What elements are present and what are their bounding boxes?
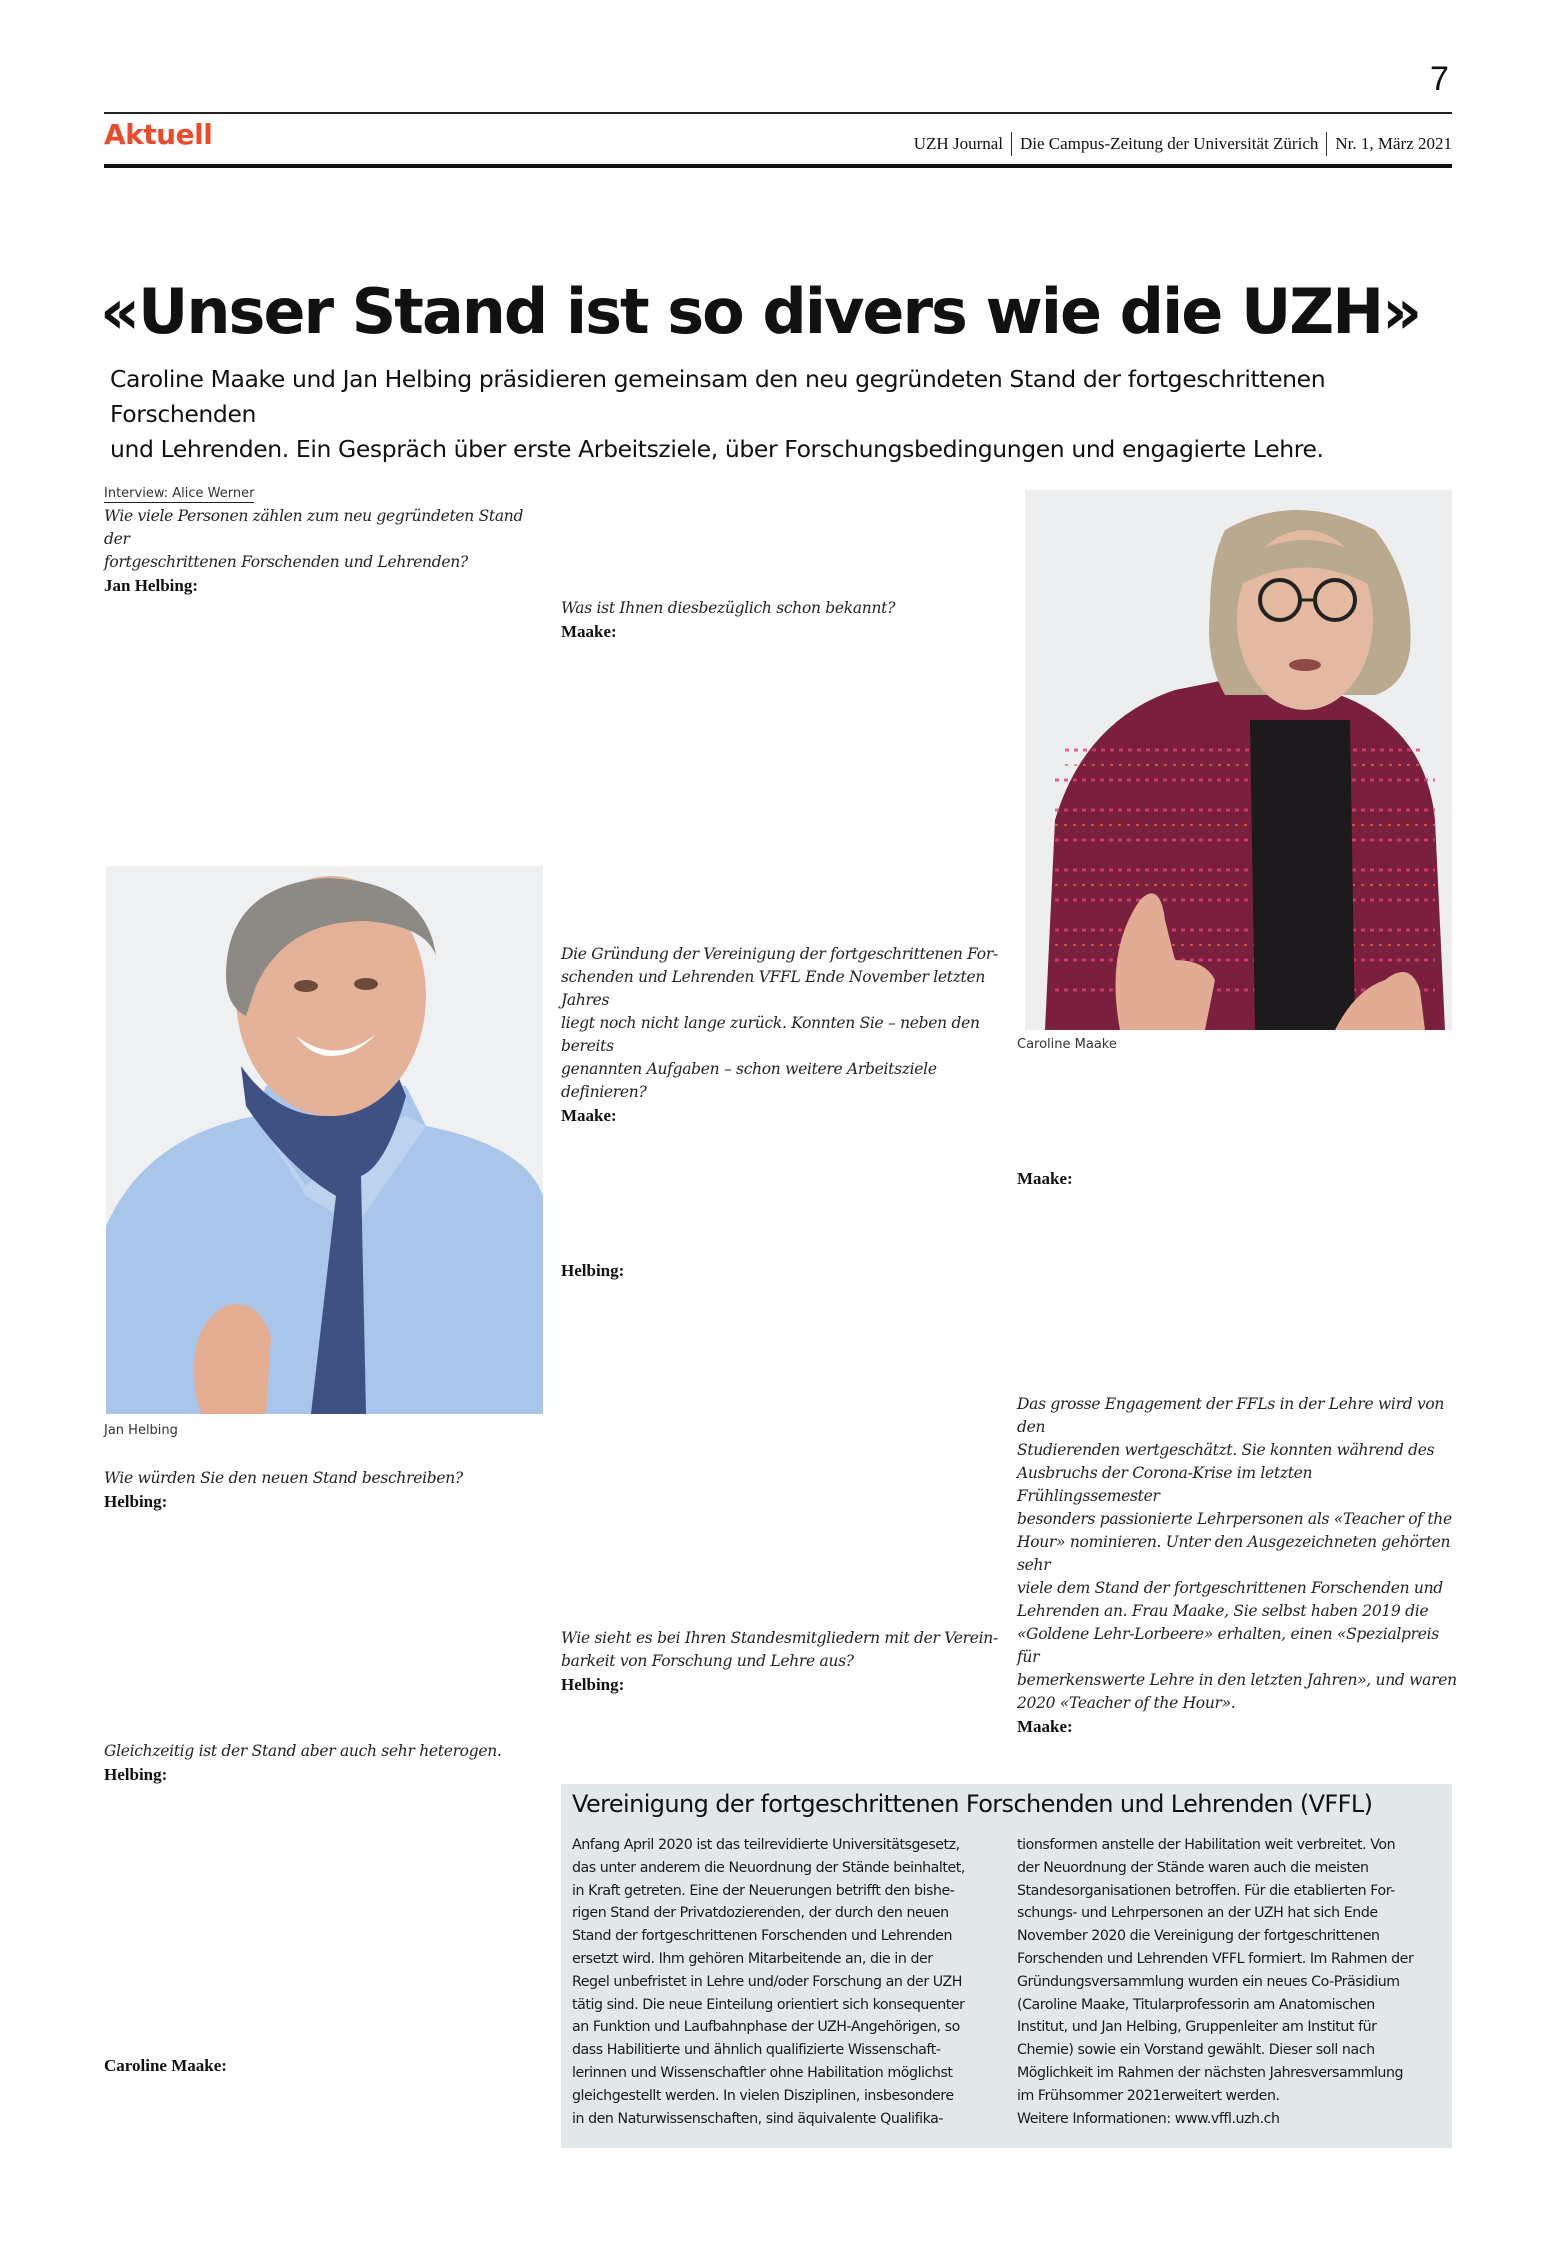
info-line: Forschenden und Lehrenden VFFL formiert. Im Rahmen der [1017, 1950, 1414, 1967]
info-line: Gründungsversammlung wurden ein neues Co-Präsidium [1017, 1973, 1400, 1990]
question-block [561, 943, 1001, 1127]
photo-caroline-maake [1025, 490, 1452, 1030]
info-line: Möglichkeit im Rahmen der nächsten Jahresversammlung [1017, 2064, 1404, 2081]
info-line: Regel unbefristet in Lehre und/oder Forschung an der UZH [572, 1973, 962, 1990]
question-line: fortgeschrittenen Forschenden und Lehrenden? [104, 553, 468, 571]
speaker-label: Maake: [561, 622, 617, 641]
info-line: gleichgestellt werden. In vielen Disziplinen, insbesondere [572, 2087, 954, 2104]
question-line: liegt noch nicht lange zurück. Konnten Sie – neben den bereits [561, 1014, 980, 1055]
info-line: Stand der fortgeschrittenen Forschenden und Lehrenden [572, 1928, 952, 1945]
info-line: rigen Stand der Privatdozierenden, der durch den neuen [572, 1905, 949, 1922]
speaker-label: Jan Helbing: [104, 576, 198, 595]
question-line: viele dem Stand der fortgeschrittenen Forschenden und [1017, 1579, 1443, 1597]
speaker-label: Maake: [561, 1106, 617, 1125]
info-line: Anfang April 2020 ist das teilrevidierte Universitätsgesetz, [572, 1837, 960, 1853]
lead-line: und Lehrenden. Ein Gespräch über erste Arbeitsziele, über Forschungsbedingungen und engagierte Lehre. [110, 435, 1324, 463]
byline: Interview: Alice Werner [104, 486, 255, 501]
info-line: lerinnen und Wissenschaftler ohne Habilitation möglichst [572, 2064, 953, 2081]
speaker-label: Maake: [1017, 1169, 1073, 1188]
page-number: 7 [1430, 60, 1449, 98]
question-line: 2020 «Teacher of the Hour». [1017, 1694, 1236, 1712]
issue-info: Nr. 1, März 2021 [1335, 134, 1452, 153]
speaker-label: Helbing: [561, 1675, 625, 1694]
info-line: November 2020 die Vereinigung der fortgeschrittenen [1017, 1928, 1380, 1945]
info-line: schungs- und Lehrpersonen an der UZH hat sich Ende [1017, 1905, 1378, 1922]
question-line: «Goldene Lehr-Lorbeere» erhalten, einen «Spezialpreis für [1017, 1625, 1439, 1666]
info-line: ersetzt wird. Ihm gehören Mitarbeitende an, die in der [572, 1950, 933, 1967]
info-line: tionsformen anstelle der Habilitation weit verbreitet. Von [1017, 1837, 1396, 1853]
masthead [914, 132, 1452, 156]
masthead-divider [1326, 132, 1327, 156]
speaker-label: Helbing: [561, 1261, 625, 1280]
section-label: Aktuell [104, 118, 213, 151]
header-top-rule [104, 112, 1452, 114]
info-line: das unter anderem die Neuordnung der Stände beinhaltet, [572, 1859, 965, 1876]
question-line: barkeit von Forschung und Lehre aus? [561, 1652, 854, 1670]
photo-caption-helbing: Jan Helbing [104, 1423, 178, 1438]
question-line: schenden und Lehrenden VFFL Ende November letzten Jahres [561, 968, 986, 1009]
portrait-helbing-image [106, 866, 543, 1414]
question-line: Lehrenden an. Frau Maake, Sie selbst haben 2019 die [1017, 1602, 1429, 1620]
question-block [104, 1467, 544, 1513]
info-line: (Caroline Maake, Titularprofessorin am Anatomischen [1017, 1996, 1375, 2013]
info-link-line[interactable]: Weitere Informationen: www.vffl.uzh.ch [1017, 2110, 1280, 2127]
article-headline: «Unser Stand ist so divers wie die UZH» [100, 275, 1421, 348]
speaker-label: Helbing: [104, 1765, 168, 1784]
info-line: im Frühsommer 2021erweitert werden. [1017, 2087, 1280, 2104]
question-line: Die Gründung der Vereinigung der fortgeschrittenen For- [561, 945, 998, 963]
question-line: genannten Aufgaben – schon weitere Arbeitsziele definieren? [561, 1060, 937, 1101]
question-line: Was ist Ihnen diesbezüglich schon bekannt? [561, 599, 896, 617]
info-line: der Neuordnung der Stände waren auch die meisten [1017, 1859, 1369, 1876]
info-line: Chemie) sowie ein Vorstand gewählt. Dieser soll nach [1017, 2042, 1375, 2059]
header-bottom-rule [104, 164, 1452, 168]
info-line: in den Naturwissenschaften, sind äquivalente Qualifika- [572, 2110, 944, 2127]
question-block [104, 1740, 544, 1786]
info-line: an Funktion und Laufbahnphase der UZH-Angehörigen, so [572, 2019, 960, 2036]
photo-jan-helbing [106, 866, 543, 1414]
speaker-label: Caroline Maake: [104, 2056, 227, 2075]
article-lead [110, 362, 1460, 467]
question-line: Gleichzeitig ist der Stand aber auch sehr heterogen. [104, 1742, 502, 1760]
info-box-title: Vereinigung der fortgeschrittenen Forschenden und Lehrenden (VFFL) [572, 1790, 1373, 1818]
photo-caption-maake: Caroline Maake [1017, 1037, 1117, 1052]
masthead-divider [1011, 132, 1012, 156]
info-line: in Kraft getreten. Eine der Neuerungen betrifft den bishe- [572, 1882, 955, 1899]
info-line: tätig sind. Die neue Einteilung orientiert sich konsequenter [572, 1996, 965, 2013]
info-box-column-left [572, 1834, 1002, 2130]
lead-line: Caroline Maake und Jan Helbing präsidieren gemeinsam den neu gegründeten Stand der fortgeschrittenen Forschenden [110, 365, 1326, 428]
question-block [561, 597, 1001, 643]
question-line: bemerkenswerte Lehre in den letzten Jahren», und waren [1017, 1671, 1457, 1689]
publication-tagline: Die Campus-Zeitung der Universität Zürich [1020, 134, 1319, 153]
publication-name: UZH Journal [913, 134, 1003, 153]
speaker-label: Maake: [1017, 1717, 1073, 1736]
question-line: besonders passionierte Lehrpersonen als «Teacher of the [1017, 1510, 1452, 1528]
question-block [104, 505, 544, 597]
question-line: Studierenden wertgeschätzt. Sie konnten während des [1017, 1441, 1435, 1459]
portrait-maake-image [1025, 490, 1452, 1030]
info-box-column-right [1017, 1834, 1447, 2130]
info-line: Institut, und Jan Helbing, Gruppenleiter am Institut für [1017, 2019, 1377, 2036]
question-line: Wie würden Sie den neuen Stand beschreiben? [104, 1469, 463, 1487]
question-line: Wie sieht es bei Ihren Standesmitgliedern mit der Verein- [561, 1629, 998, 1647]
question-line: Wie viele Personen zählen zum neu gegründeten Stand der [104, 507, 524, 548]
question-line: Ausbruchs der Corona-Krise im letzten Frühlingssemester [1017, 1464, 1313, 1505]
question-line: Das grosse Engagement der FFLs in der Lehre wird von den [1017, 1395, 1445, 1436]
speaker-label: Helbing: [104, 1492, 168, 1511]
question-block [1017, 1393, 1457, 1738]
info-line: dass Habilitierte und ähnlich qualifizierte Wissenschaft- [572, 2042, 941, 2059]
info-line: Standesorganisationen betroffen. Für die etablierten For- [1017, 1882, 1395, 1899]
question-line: Hour» nominieren. Unter den Ausgezeichneten gehörten sehr [1017, 1533, 1451, 1574]
question-block [561, 1627, 1001, 1696]
